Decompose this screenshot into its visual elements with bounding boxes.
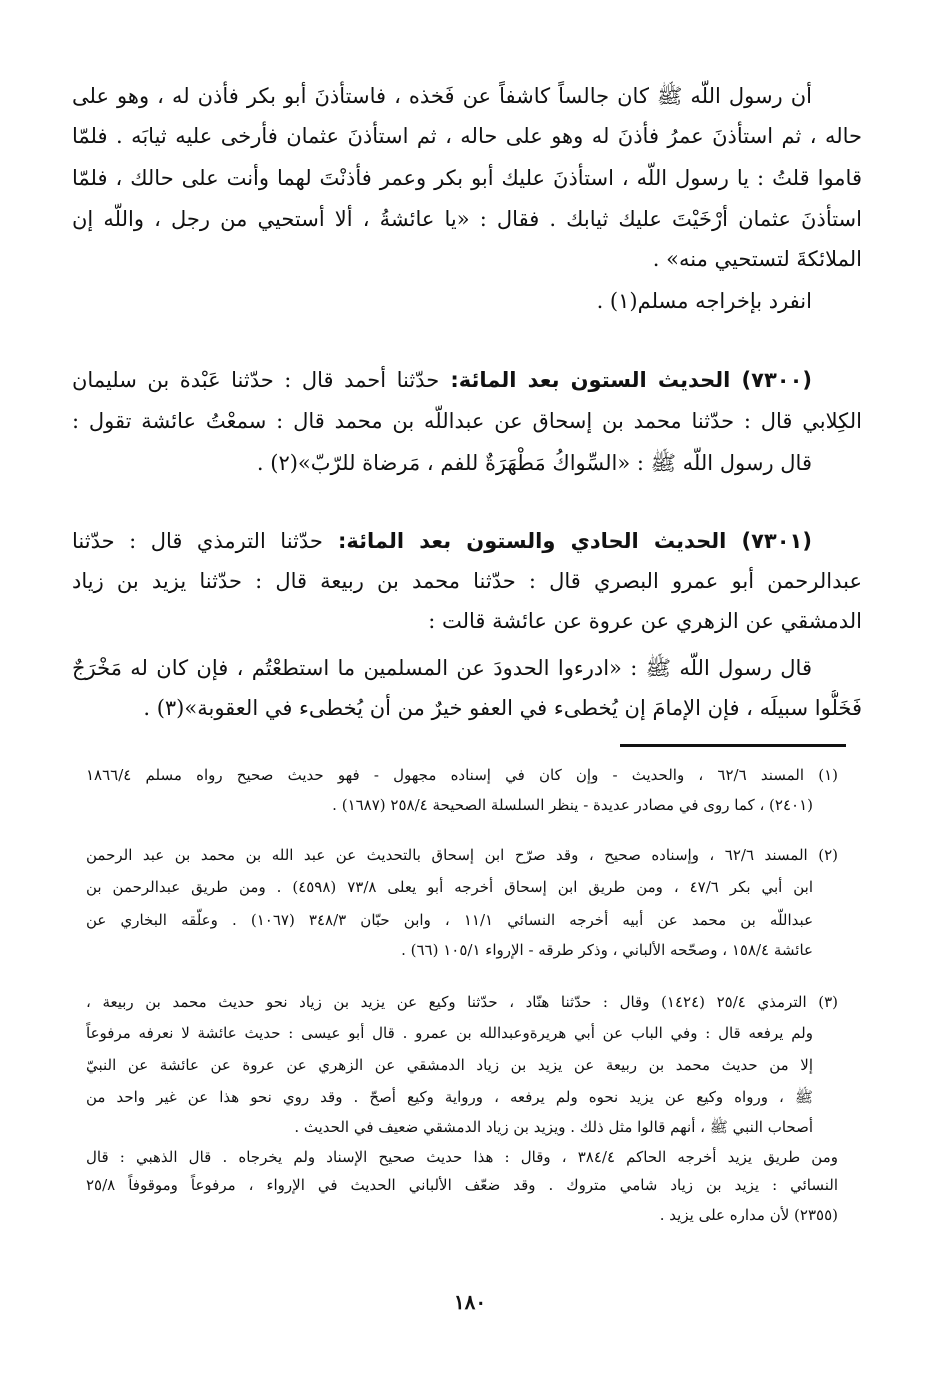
footnote-line: (١) المسند ٦٢/٦ ، والحديث - وإن كان في إسناده مجهول - فهو حديث صحيح رواه مسلم ١٨٦٦/٤ [86,766,838,784]
line-text: استأذنَ عثمان أرْخَيْتَ عليك ثيابك . فقال : «يا عائشةُ ، ألا أستحيي من رجل ، واللّه إن [72,207,862,231]
line-text: أن رسول اللّه ﷺ كان جالساً كاشفاً عن فَخذه ، فاستأذنَ أبو بكر فأذن له ، وهو على [72,84,812,108]
footnote-line: (٢) المسند ٦٢/٦ ، وإسناده صحيح ، وقد صرّح ابن إسحاق بالتحديث عن عبد الله بن محمد بن عبد الرحمن [86,846,838,864]
line-text: الكِلابي قال : حدّثنا محمد بن إسحاق عن عبداللّه بن محمد قال : سمعْتُ عائشة تقول : [72,409,862,433]
line-text: حدّثنا الترمذي قال : حدّثنا [72,529,323,553]
footnote-line: عائشة ١٥٨/٤ ، وصحّحه الألباني ، وذكر طرقه - الإرواء ١٠٥/١ (٦٦) . [401,941,813,959]
footnote-line: ومن طريق يزيد أخرجه الحاكم ٣٨٤/٤ ، وقال : هذا حديث صحيح الإسناد ولم يخرجاه . قال الذهبي : قال [86,1148,838,1166]
footnote-line: (٢٤٠١) ، كما روى في مصادر عديدة - ينظر السلسلة الصحيحة ٢٥٨/٤ (١٦٨٧) . [332,796,813,814]
line-text: الدمشقي عن الزهري عن عروة عن عائشة قالت : [428,609,862,633]
footnote-line: (٢٣٥٥) لأن مداره على يزيد . [659,1206,838,1224]
line-text: قاموا قلتُ : يا رسول اللّه ، استأذنَ عليك أبو بكر وعمر فأذنْتَ لهما وأنت على حالك ، فلمّا [72,166,862,190]
line-text: فَخَلُّوا سبيلَه ، فإن الإمامَ إن يُخطىء في العفو خيرٌ من أن يُخطىء في العقوبة»(٣) . [143,696,862,720]
main-text-line [72,403,862,439]
footnote-line: إلا من حديث محمد بن ربيعة عن يزيد بن زياد الدمشقي عن الزهري عن عروة عن عائشة عن النبيّ [86,1056,813,1074]
footnote-line: ﷺ ، ورواه وكيع عن يزيد نحوه ولم يرفعه ، ورواية وكيع أصحّ . وقد روي نحو هذا عن غير واحد من [86,1088,813,1106]
main-text-line [72,362,862,398]
main-text-line [72,603,862,639]
line-text: انفرد بإخراجه مسلم(١) . [596,289,812,313]
main-text-line [72,241,862,277]
main-text-line [72,690,862,726]
line-text: قال رسول اللّه ﷺ : «السِّواكُ مَطْهَرَةٌ للفم ، مَرضاة للرّبّ»(٢) . [256,451,812,475]
line-text: الملائكةَ لتستحيي منه» . [652,247,862,271]
main-text-line [72,445,862,481]
main-text-line [72,78,862,114]
footnote-line: أصحاب النبي ﷺ ، أنهم قالوا مثل ذلك . ويزيد بن زياد الدمشقي ضعيف في الحديث . [294,1118,813,1136]
main-text-line [72,523,862,559]
main-text-line [72,160,862,196]
footnote-line: النسائي : يزيد بن زياد شامي متروك . وقد ضعّف الألباني الحديث في الإرواء ، مرفوعاً وموقوفاً ٢٥/٨ [86,1176,838,1194]
main-text-line [72,118,862,154]
footnote-line: عبداللّه بن محمد عن أبيه أخرجه النسائي ١١/١ ، وابن حبّان ٣٤٨/٣ (١٠٦٧) . وعلّقه البخاري عن [86,911,814,929]
footnote-line: (٣) الترمذي ٢٥/٤ (١٤٢٤) وقال : حدّثنا هنّاد ، حدّثنا وكيع عن يزيد بن زياد نحو حديث محمد بن ربيعة ، [86,993,838,1011]
line-text: قال رسول اللّه ﷺ : «ادرءوا الحدودَ عن المسلمين ما استطعْتُم ، فإن كان له مَخْرَجٌ [72,656,812,680]
main-text-line [72,201,862,237]
hadith-heading: (٧٣٠٠) الحديث الستون بعد المائة: [439,368,813,392]
page-number: ١٨٠ [453,1290,487,1314]
footnote-line: ولم يرفعه قال : وفي الباب عن أبي هريرةوعبدالله بن عمرو . قال أبو عيسى : حديث عائشة لا نعرفه مرفوعاً [86,1024,813,1042]
main-text-line [72,283,862,319]
footnote-line: ابن أبي بكر ٤٧/٦ ، ومن طريق ابن إسحاق أخرجه أبو يعلى ٧٣/٨ (٤٥٩٨) . ومن طريق عبدالرحمن بن [86,878,813,896]
main-text-line [72,650,862,686]
line-text: حدّثنا أحمد قال : حدّثنا عَبْدة بن سليمان [72,368,440,392]
footnote-divider [620,744,846,747]
main-text-line [72,563,862,599]
line-text: عبدالرحمن أبو عمرو البصري قال : حدّثنا محمد بن ربيعة قال : حدّثنا يزيد بن زياد [72,569,862,593]
line-text: حاله ، ثم استأذنَ عمرُ فأذنَ له وهو على حاله ، ثم استأذنَ عثمان فأرخى عليه ثيابَه . فلمّا [72,124,862,148]
hadith-heading: (٧٣٠١) الحديث الحادي والستون بعد المائة: [322,529,812,553]
